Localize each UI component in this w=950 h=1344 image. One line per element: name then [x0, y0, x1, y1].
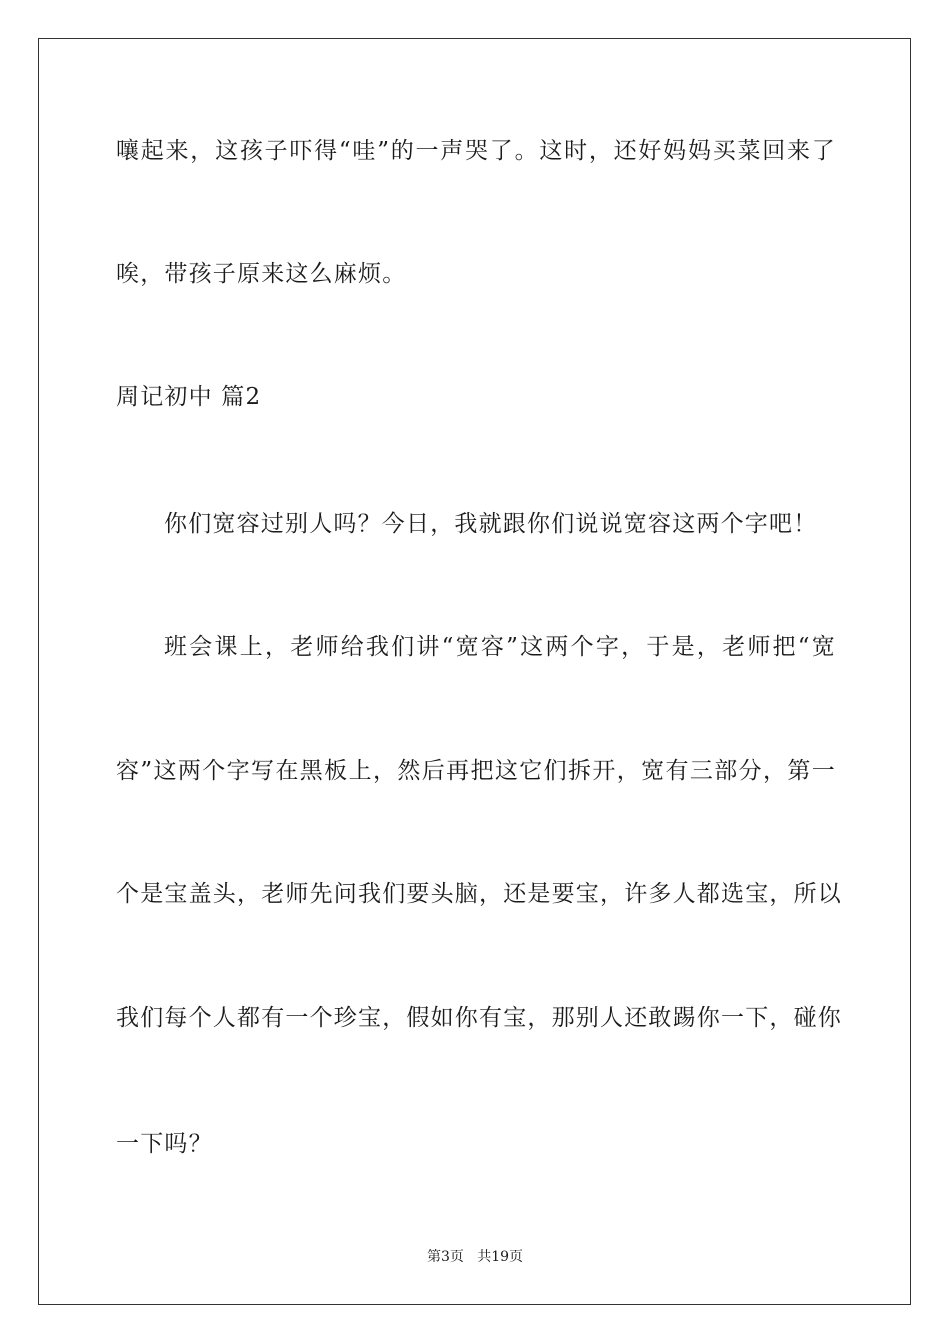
paragraph-line-7: 我们每个人都有一个珍宝，假如你有宝，那别人还敢踢你一下，碰你: [116, 1005, 842, 1031]
paragraph-line-3: 你们宽容过别人吗？今日，我就跟你们说说宽容这两个字吧！: [164, 511, 818, 537]
paragraph-line-1: 嚷起来，这孩子吓得“哇”的一声哭了。这时，还好妈妈买菜回来了: [116, 138, 836, 164]
section-heading: 周记初中 篇2: [116, 384, 262, 410]
page-number-footer: 第3页 共19页: [426, 1249, 524, 1265]
paragraph-line-6: 个是宝盖头，老师先问我们要头脑，还是要宝，许多人都选宝，所以: [116, 881, 842, 907]
page-border: [38, 38, 911, 1305]
paragraph-line-8: 一下吗？: [116, 1131, 213, 1157]
paragraph-line-2: 唉，带孩子原来这么麻烦。: [116, 261, 407, 287]
paragraph-line-5: 容”这两个字写在黑板上，然后再把这它们拆开，宽有三部分，第一: [116, 758, 836, 784]
paragraph-line-4: 班会课上，老师给我们讲“宽容”这两个字，于是，老师把“宽: [164, 634, 836, 660]
